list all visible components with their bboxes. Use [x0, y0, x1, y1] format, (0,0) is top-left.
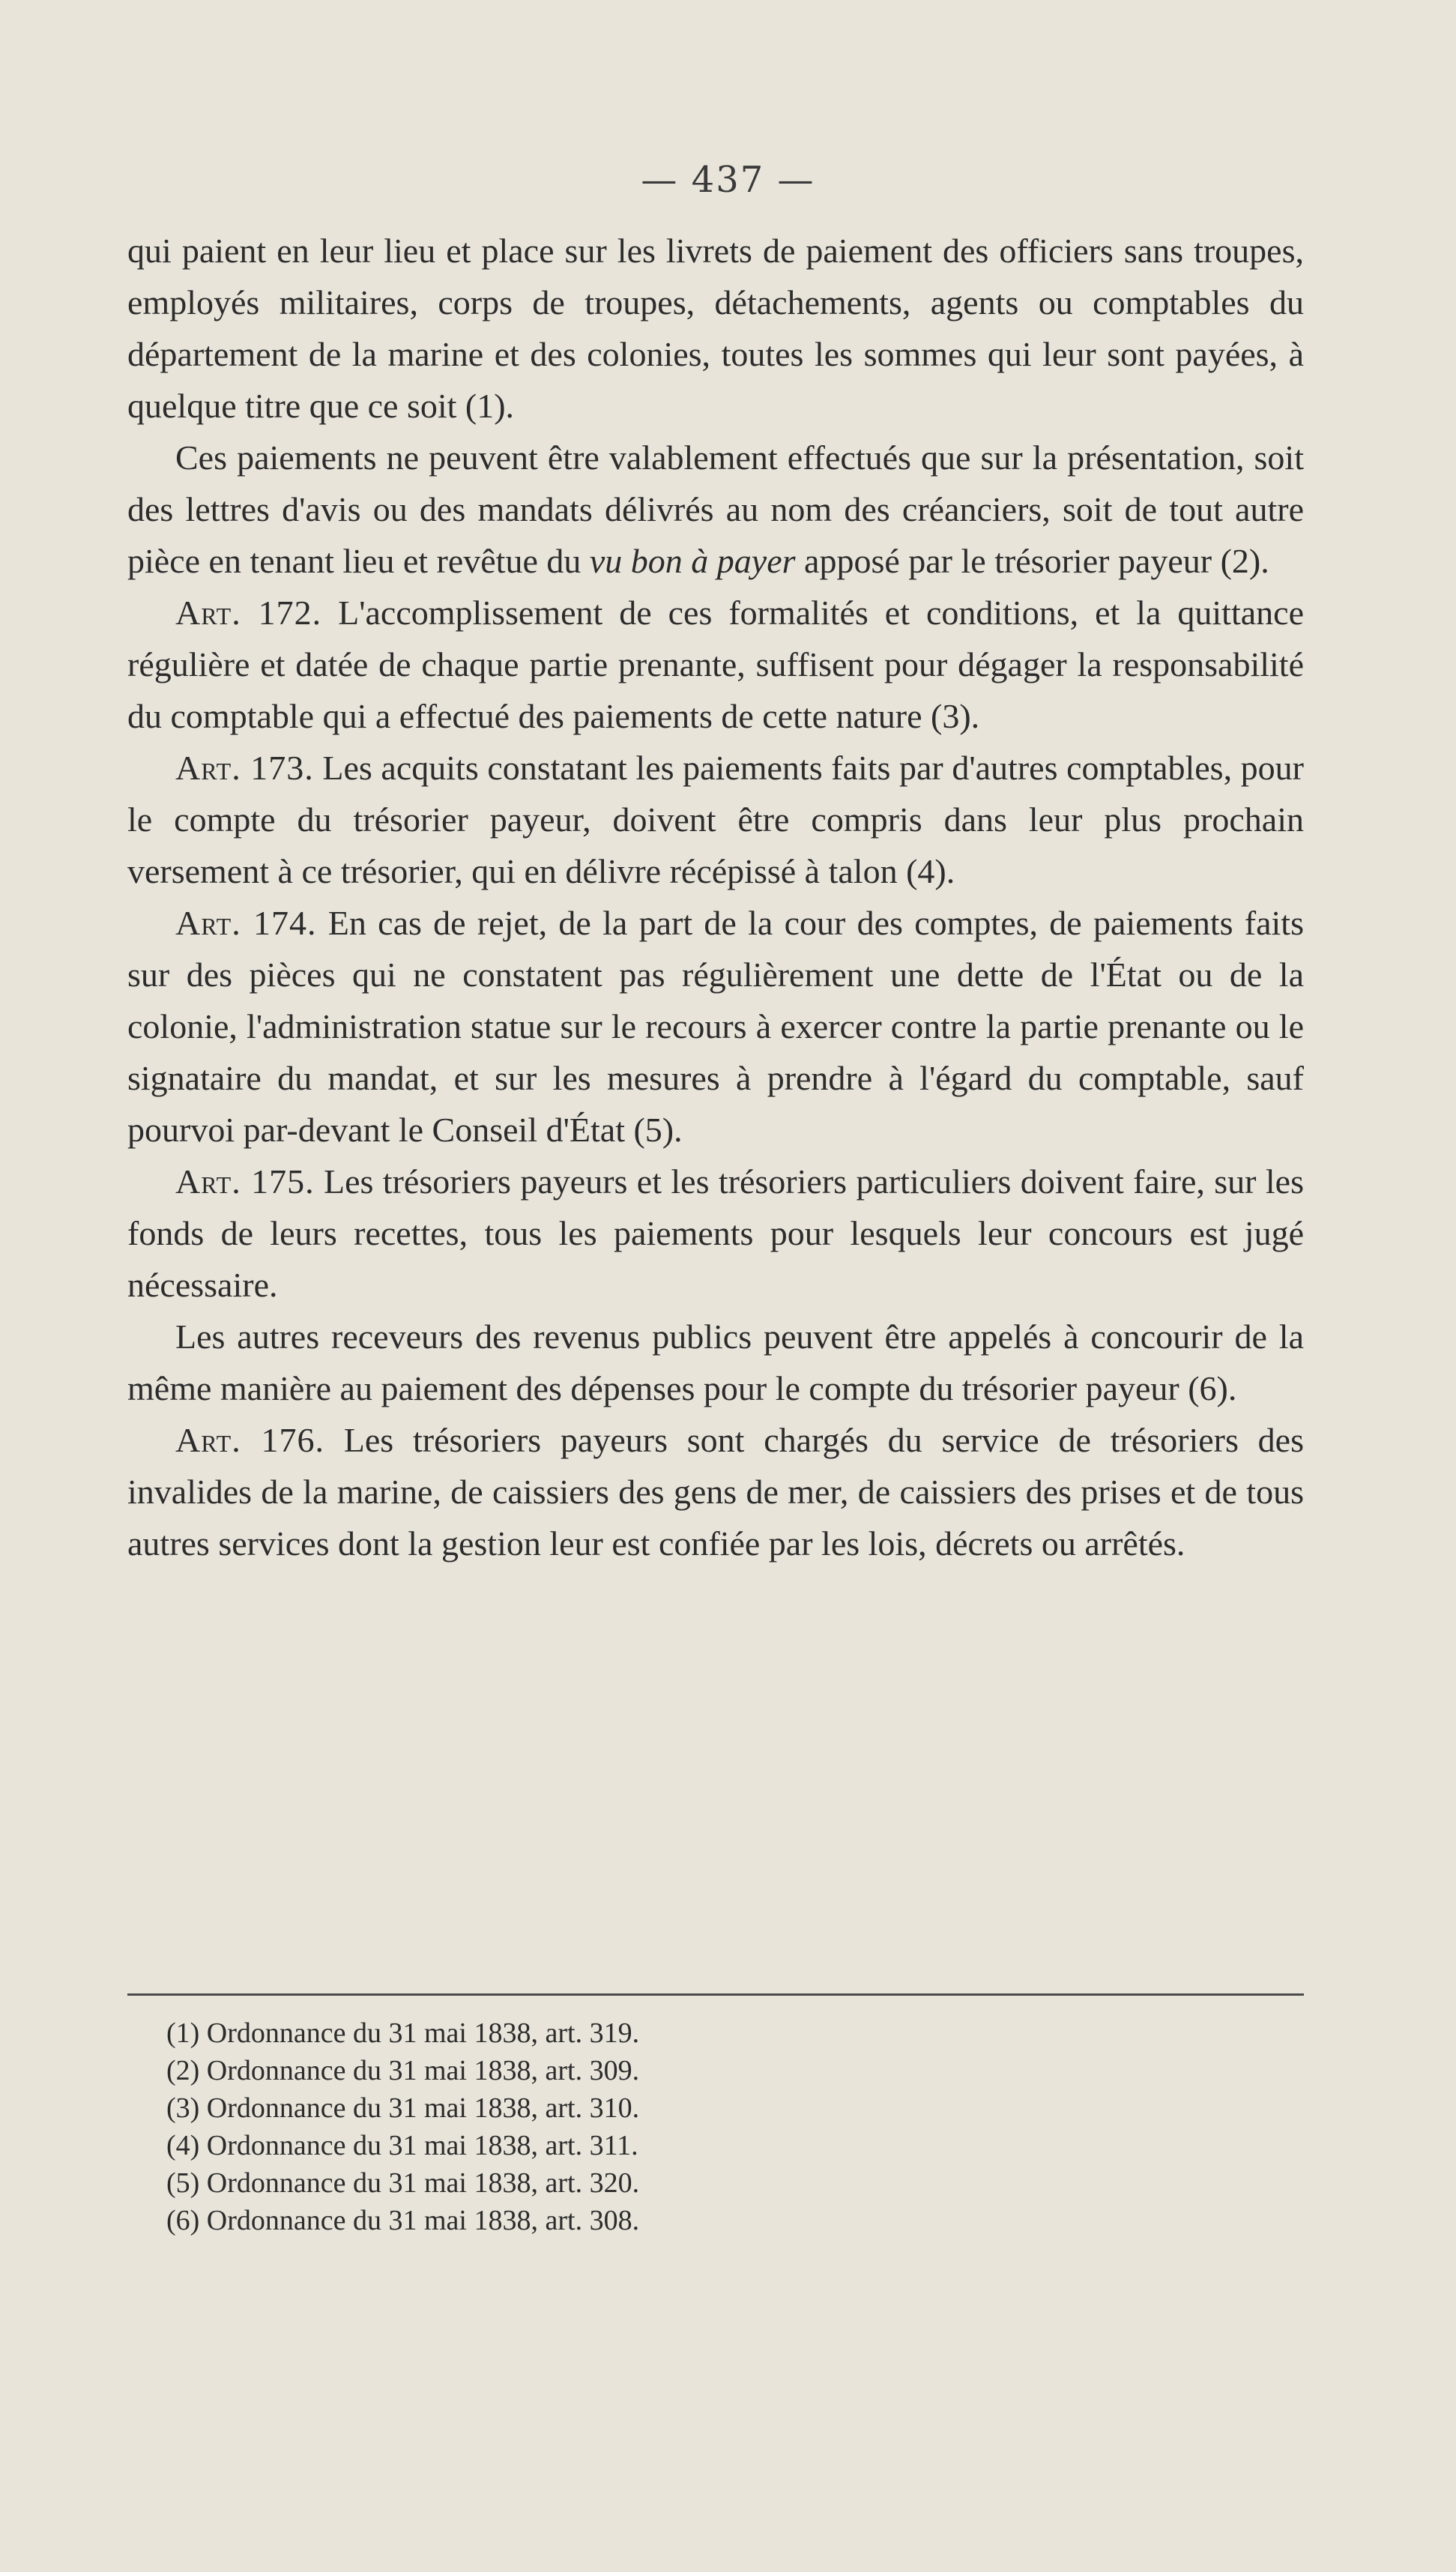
footnote: (3) Ordonnance du 31 mai 1838, art. 310. [166, 2092, 640, 2124]
page-number: — 437 — [641, 159, 815, 201]
article-text: Les acquits constatant les paiements faits par d'autres comptables, pour le compte du trésorier payeur, doivent être compris dans leur plus prochain versement à ce trésorier, qui en délivre récépissé à talon (4). [127, 749, 1304, 890]
body-text [127, 225, 1304, 1569]
footnote: (5) Ordonnance du 31 mai 1838, art. 320. [166, 2167, 640, 2199]
article-text: L'accomplissement de ces formalités et conditions, et la quittance régulière et datée de chaque partie prenante, suffisent pour dégager la responsabilité du comptable qui a effectué des paiements de cette nature (3). [127, 594, 1304, 735]
article-text: En cas de rejet, de la part de la cour des comptes, de paiements faits sur des pièces qui ne constatent pas régulièrement une dette de l'État ou de la colonie, l'administration statue sur le recours à exercer contre la partie prenante ou le signataire du mandat, et sur les mesures à prendre à l'égard du comptable, sauf pourvoi par-devant le Conseil d'État (5). [127, 904, 1304, 1149]
footnote-divider [127, 1993, 1304, 1996]
paragraph-text: Ces paiements ne peuvent être valablement effectués que sur la présentation, soit des lettres d'avis ou des mandats délivrés au nom des créanciers, soit de tout autre pièce en tenant lieu et revêtue du [127, 438, 1304, 580]
article-label: Art. 176. [175, 1421, 324, 1459]
article-174 [127, 897, 1304, 1156]
italic-phrase: vu bon à payer [589, 542, 796, 580]
article-172 [127, 587, 1304, 742]
footnotes [166, 2014, 639, 2239]
footnote: (2) Ordonnance du 31 mai 1838, art. 309. [166, 2055, 640, 2086]
article-text: Les trésoriers payeurs et les trésoriers particuliers doivent faire, sur les fonds de leurs recettes, tous les paiements pour lesquels leur concours est jugé nécessaire. [127, 1162, 1304, 1304]
article-label: Art. 174. [175, 904, 317, 942]
paragraph-continuation: qui paient en leur lieu et place sur les livrets de paiement des officiers sans troupes, employés militaires, corps de troupes, détachements, agents ou comptables du département de la marine et des colonies, toutes les sommes qui leur sont payées, à quelque titre que ce soit (1). [127, 232, 1304, 425]
article-label: Art. 173. [175, 749, 314, 787]
article-label: Art. 175. [175, 1162, 315, 1201]
article-175 [127, 1156, 1304, 1311]
paragraph-presentation [127, 432, 1304, 587]
article-text: Les trésoriers payeurs sont chargés du service de trésoriers des invalides de la marine, de caissiers des gens de mer, de caissiers des prises et de tous autres services dont la gestion leur est confiée par les lois, décrets ou arrêtés. [127, 1421, 1304, 1563]
article-173 [127, 742, 1304, 897]
paragraph-text: apposé par le trésorier payeur (2). [795, 542, 1269, 580]
footnote: (6) Ordonnance du 31 mai 1838, art. 308. [166, 2205, 640, 2236]
paragraph-autres-receveurs: Les autres receveurs des revenus publics peuvent être appelés à concourir de la même manière au paiement des dépenses pour le compte du trésorier payeur (6). [127, 1317, 1304, 1407]
article-label: Art. 172. [175, 594, 322, 632]
article-176 [127, 1414, 1304, 1569]
footnote: (1) Ordonnance du 31 mai 1838, art. 319. [166, 2017, 640, 2049]
footnote: (4) Ordonnance du 31 mai 1838, art. 311. [166, 2130, 638, 2161]
